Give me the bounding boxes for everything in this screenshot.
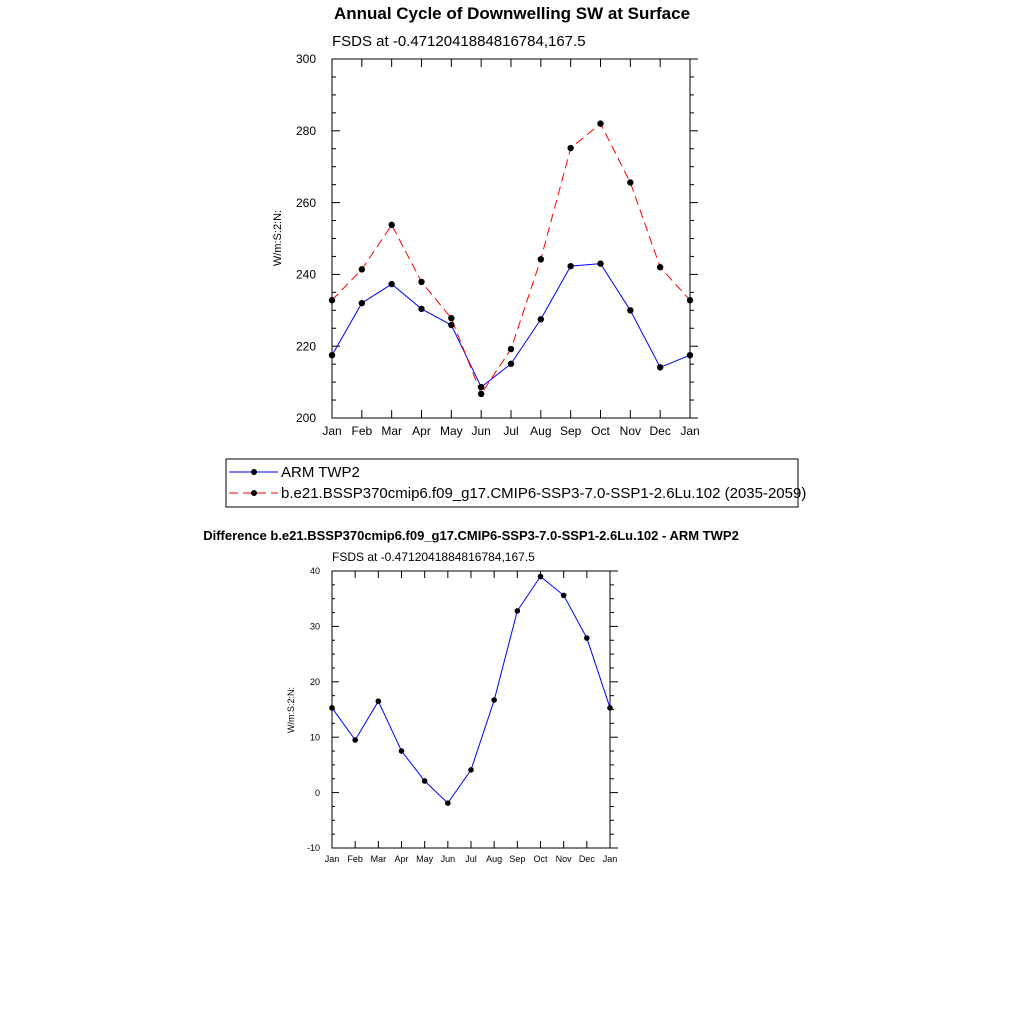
data-point-series-1 xyxy=(388,222,394,228)
data-point-series-0 xyxy=(422,778,428,784)
data-point-series-1 xyxy=(418,279,424,285)
y-tick-label: 280 xyxy=(295,124,316,138)
x-tick-label: Sep xyxy=(559,424,582,438)
x-tick-label: Oct xyxy=(533,854,548,864)
y-tick-label: 40 xyxy=(309,566,320,577)
x-tick-label: Feb xyxy=(347,854,363,864)
top-chart-subtitle: FSDS at -0.4712041884816784,167.5 xyxy=(332,33,586,50)
x-tick-label: Mar xyxy=(381,424,403,438)
data-point-series-0 xyxy=(388,281,394,287)
y-tick-label: 200 xyxy=(295,411,316,426)
x-tick-label: Jun xyxy=(471,424,491,438)
data-point-series-0 xyxy=(352,737,358,743)
series-line-0 xyxy=(332,264,690,388)
x-tick-label: Apr xyxy=(412,424,431,438)
data-point-series-1 xyxy=(329,297,335,303)
legend-label-model: b.e21.BSSP370cmip6.f09_g17.CMIP6-SSP3-7.0-SSP1-2.6Lu.102 (2035-2059) xyxy=(281,485,807,502)
data-point-series-0 xyxy=(567,263,573,269)
y-tick-label: 260 xyxy=(295,195,316,210)
legend xyxy=(226,459,806,507)
x-tick-label: Nov xyxy=(555,854,572,864)
x-tick-label: May xyxy=(416,854,434,864)
x-tick-label: Mar xyxy=(370,854,387,864)
x-tick-label: Jul xyxy=(503,424,519,438)
x-tick-label: May xyxy=(439,424,463,438)
y-tick-label: 10 xyxy=(309,732,320,743)
x-tick-label: Aug xyxy=(486,854,503,864)
data-point-series-1 xyxy=(538,256,544,262)
data-point-series-0 xyxy=(491,697,497,703)
y-tick-label: -10 xyxy=(306,843,320,854)
data-point-series-0 xyxy=(448,322,454,328)
y-tick-label: 300 xyxy=(295,52,316,67)
data-point-series-0 xyxy=(399,748,405,754)
series-line-1 xyxy=(332,124,690,394)
data-point-series-0 xyxy=(584,635,590,641)
x-tick-label: Jan xyxy=(602,854,618,864)
x-tick-label: Jan xyxy=(324,854,340,864)
legend-label-arm: ARM TWP2 xyxy=(281,464,360,481)
y-tick-label: 240 xyxy=(295,267,316,282)
bottom-chart-y-axis-label: W/m:S:2:N: xyxy=(286,686,296,734)
top-chart-series xyxy=(329,120,693,397)
x-tick-label: Dec xyxy=(578,854,595,864)
x-tick-label: Sep xyxy=(509,854,526,864)
x-tick-label: Jun xyxy=(440,854,456,864)
x-tick-label: Dec xyxy=(649,424,671,438)
data-point-series-1 xyxy=(359,266,365,272)
data-point-series-0 xyxy=(418,306,424,312)
data-point-series-1 xyxy=(627,179,633,185)
data-point-series-0 xyxy=(359,300,365,306)
x-tick-label: Apr xyxy=(394,854,409,864)
data-point-series-1 xyxy=(687,297,693,303)
x-tick-label: Oct xyxy=(591,424,610,438)
y-tick-label: 30 xyxy=(309,621,320,632)
x-tick-label: Jul xyxy=(465,854,477,864)
data-point-series-1 xyxy=(567,145,573,151)
x-tick-label: Nov xyxy=(619,424,642,438)
data-point-series-1 xyxy=(597,120,603,126)
bottom-chart-title: Difference b.e21.BSSP370cmip6.f09_g17.CMIP6-SSP3-7.0-SSP1-2.6Lu.102 - ARM TWP2 xyxy=(203,528,739,543)
x-tick-label: Aug xyxy=(530,424,552,438)
bottom-chart-subtitle: FSDS at -0.4712041884816784,167.5 xyxy=(332,550,535,564)
data-point-series-0 xyxy=(687,352,693,358)
y-tick-label: 0 xyxy=(314,787,320,798)
data-point-series-0 xyxy=(538,316,544,322)
top-chart-y-axis-label: W/m:S:2:N: xyxy=(272,209,284,267)
x-tick-label: Jan xyxy=(322,424,342,438)
data-point-series-1 xyxy=(448,315,454,321)
data-point-series-0 xyxy=(627,307,633,313)
top-chart-axes xyxy=(296,52,700,438)
bottom-chart xyxy=(203,528,739,864)
data-point-series-0 xyxy=(376,698,382,704)
data-point-series-0 xyxy=(508,361,514,367)
data-point-series-0 xyxy=(657,364,663,370)
data-point-series-0 xyxy=(478,384,484,390)
bottom-chart-series xyxy=(329,574,613,806)
data-point-series-0 xyxy=(607,705,613,711)
legend-marker-model xyxy=(251,490,257,496)
data-point-series-0 xyxy=(538,574,544,580)
data-point-series-0 xyxy=(515,608,521,614)
data-point-series-0 xyxy=(329,352,335,358)
data-point-series-1 xyxy=(657,264,663,270)
data-point-series-0 xyxy=(468,767,474,773)
x-tick-label: Feb xyxy=(351,424,373,438)
top-chart xyxy=(272,4,700,438)
y-tick-label: 220 xyxy=(295,339,316,354)
data-point-series-1 xyxy=(478,391,484,397)
data-point-series-1 xyxy=(508,346,514,352)
legend-marker-arm xyxy=(251,469,257,475)
bottom-chart-axes xyxy=(307,566,618,864)
top-chart-title: Annual Cycle of Downwelling SW at Surface xyxy=(333,4,691,23)
data-point-series-0 xyxy=(561,593,567,599)
x-tick-label: Jan xyxy=(680,424,700,438)
data-point-series-0 xyxy=(445,800,451,806)
y-tick-label: 20 xyxy=(309,676,320,687)
data-point-series-0 xyxy=(329,705,335,711)
data-point-series-0 xyxy=(597,260,603,266)
